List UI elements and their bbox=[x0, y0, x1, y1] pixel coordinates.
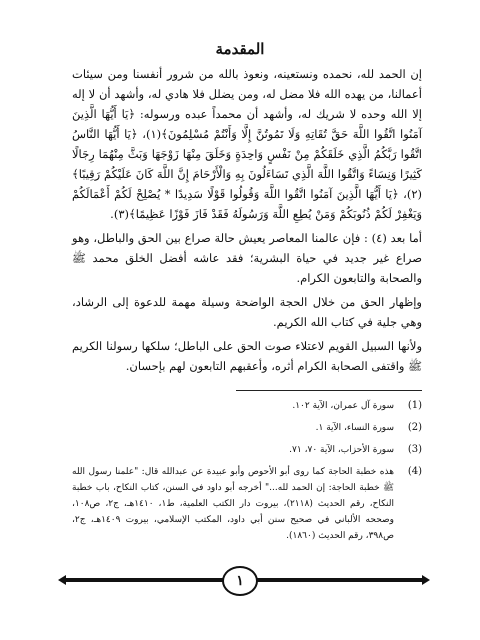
footnote-number: (2) bbox=[407, 422, 422, 433]
rule-end-ornament bbox=[422, 575, 430, 585]
intro-paragraph: إن الحمد لله، نحمده ونستعينه، ونعوذ بالله من شرور أنفسنا ومن سيئات أعمالنا، من يهده الله فلا مضل له، ومن يضلل فلا هادي له، وأشهد أن لا إله إلا الله وحده لا شريك له، وأشهد أن محمداً عبده ورسوله: ﴿يَا أَيُّهَا الَّذِينَ آمَنُوا اتَّقُوا اللَّهَ حَقَّ تُقَاتِهِ وَلَا تَمُوتُنَّ إِلَّا وَأَنْتُمْ مُسْلِمُونَ﴾(١)، ﴿يَا أَيُّهَا النَّاسُ اتَّقُوا رَبَّكُمُ الَّذِي خَلَقَكُمْ مِنْ نَفْسٍ وَاحِدَةٍ وَخَلَقَ مِنْهَا زَوْجَهَا وَبَثَّ مِنْهُمَا رِجَالًا كَثِيرًا وَنِسَاءً وَاتَّقُوا اللَّهَ الَّذِي تَسَاءَلُونَ بِهِ وَالْأَرْحَامَ إِنَّ اللَّهَ كَانَ عَلَيْكُمْ رَقِيبًا﴾(٢)، ﴿يَا أَيُّهَا الَّذِينَ آمَنُوا اتَّقُوا اللَّهَ وَقُولُوا قَوْلًا سَدِيدًا * يُصْلِحْ لَكُمْ أَعْمَالَكُمْ وَيَغْفِرْ لَكُمْ ذُنُوبَكُمْ وَمَنْ يُطِعِ اللَّهَ وَرَسُولَهُ فَقَدْ فَازَ فَوْزًا عَظِيمًا﴾(٣). bbox=[72, 67, 422, 221]
footnote bbox=[72, 464, 422, 544]
footnote-separator bbox=[236, 390, 422, 391]
page-number: ١ bbox=[222, 566, 258, 596]
footnote-text: سورة النساء، الآية ١. bbox=[315, 423, 394, 433]
footnote-number: (3) bbox=[407, 444, 422, 455]
footnote-number: (4) bbox=[407, 466, 422, 477]
body-paragraph: ولأنها السبيل القويم لاعتلاء صوت الحق على الباطل؛ سلكها رسولنا الكريم ﷺ واقتفى الصحابة الكرام أثره، وأعقبهم التابعون لهم بإحسان. bbox=[72, 339, 422, 373]
body-text bbox=[72, 64, 422, 380]
footnote bbox=[72, 398, 422, 414]
footnote-text: سورة الأحزاب، الآية ٧٠، ٧١. bbox=[289, 445, 394, 455]
body-paragraph: أما بعد (٤) : فإن عالمنا المعاصر يعيش حالة صراع بين الحق والباطل، وهو صراع غير جديد في حياة البشرية؛ فقد عاشه أفضل الخلق محمد ﷺ والصحابة والتابعون الكرام. bbox=[72, 231, 422, 285]
footnote bbox=[72, 442, 422, 458]
footnote bbox=[72, 420, 422, 436]
body-paragraph: وإظهار الحق من خلال الحجة الواضحة وسيلة مهمة للدعوة إلى الرشاد، وهي جلية في كتاب الله الكريم. bbox=[72, 295, 422, 329]
footnote-number: (1) bbox=[407, 400, 422, 411]
footnote-text: سورة آل عمران، الآية ١٠٢. bbox=[292, 401, 394, 411]
footnote-text: هذه خطبة الحاجة كما روى أبو الأحوص وأبو عبيدة عن عبدالله قال: "علمنا رسول الله ﷺ خطبة الحاجة: إن الحمد لله..." أخرجه أبو داود في السنن، كتاب النكاح، باب خطبة النكاح، رقم الحديث (٢١١٨)، بيروت دار الكتب العلمية، ط١، ١٤١٠هـ، ج٢، ص١٠٨، وصححه الألباني في صحيح سنن أبي داود، المكتب الإسلامي، بيروت ١٤٠٩هـ، ج٢، ص٣٩٨، رقم الحديث (١٨٦٠). bbox=[72, 467, 395, 541]
rule-end-ornament bbox=[58, 575, 66, 585]
footnotes bbox=[72, 398, 422, 550]
page-title: المقدمة bbox=[215, 40, 265, 58]
